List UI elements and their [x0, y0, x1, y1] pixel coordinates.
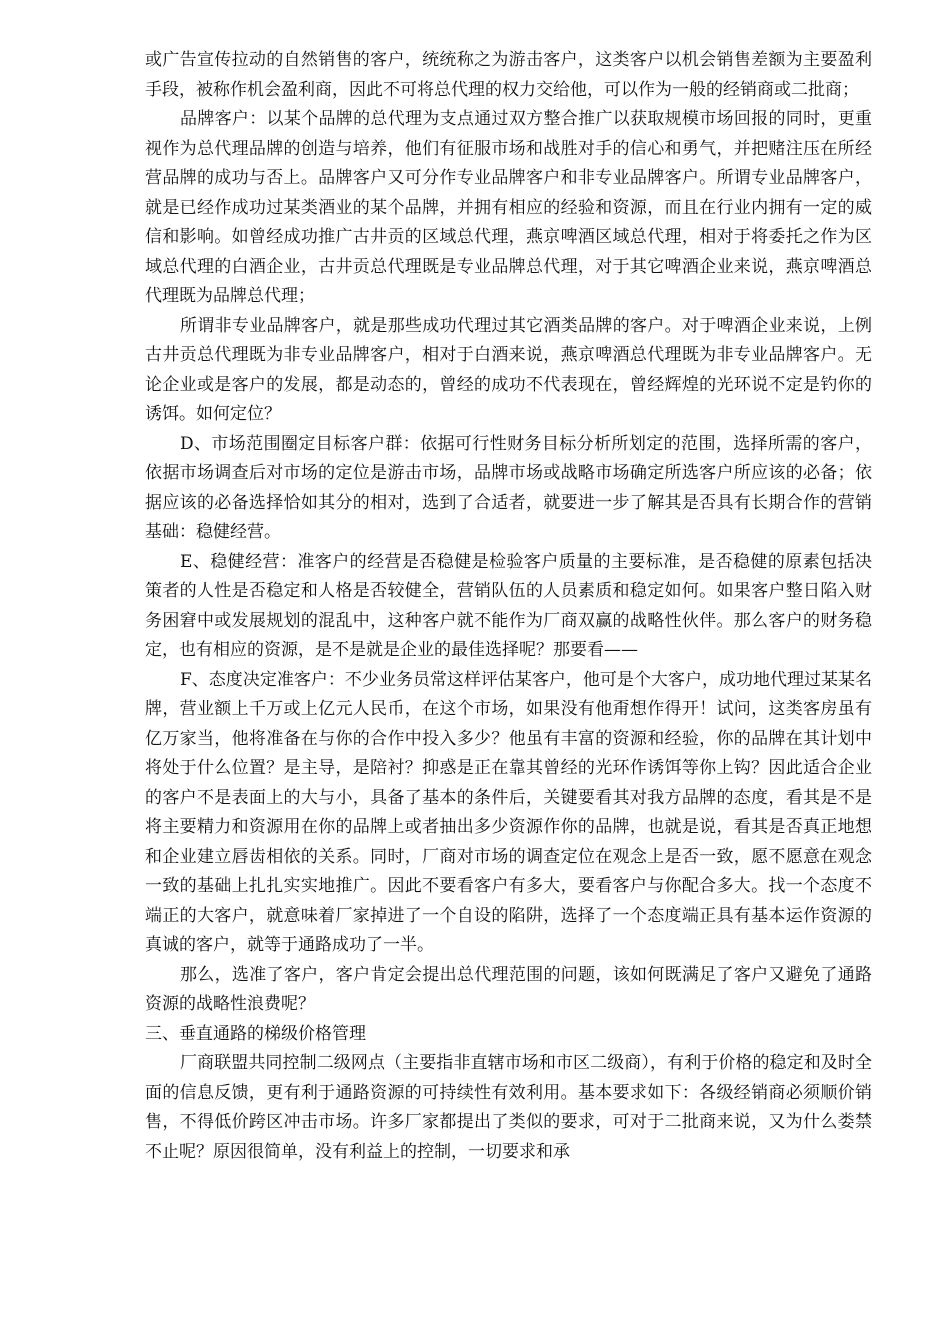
- paragraph-market-scope: D、市场范围圈定目标客户群：依据可行性财务目标分析所划定的范围，选择所需的客户，依据市场调查后对市场的定位是游击市场，品牌市场或战略市场确定所选客户所应该的必备；依据应该的必备选择恰如其分的相对，选到了合适者，就要进一步了解其是否具有长期合作的营销基础：稳健经营。: [145, 433, 872, 542]
- paragraph-price-management: 厂商联盟共同控制二级网点（主要指非直辖市场和市区二级商），有利于价格的稳定和及时全面的信息反馈，更有利于通路资源的可持续性有效利用。基本要求如下：各级经销商必须顺价销售，不得低价跨区冲击市场。许多厂家都提出了类似的要求，可对于二批商来说，又为什么娄禁不止呢？原因很简单，没有利益上的控制，一切要求和承: [145, 1053, 872, 1162]
- paragraph-attitude: F、态度决定准客户：不少业务员常这样评估某客户，他可是个大客户，成功地代理过某某名牌，营业额上千万或上亿元人民币，在这个市场，如果没有他甭想作得开！试问，这类客房虽有亿万家当，他将准备在与你的合作中投入多少？他虽有丰富的资源和经验，你的品牌在其计划中将处于什么位置？是主导，是陪衬？抑惑是正在靠其曾经的光环作诱饵等你上钩？因此适合企业的客户不是表面上的大与小，具备了基本的条件后，关键要看其对我方品牌的态度，看其是不是将主要精力和资源用在你的品牌上或者抽出多少资源作你的品牌，也就是说，看其是否真正地想和企业建立唇齿相依的关系。同时，厂商对市场的调查定位在观念上是否一致，愿不愿意在观念一致的基础上扎扎实实地推广。因此不要看客户有多大，要看客户与你配合多大。找一个态度不端正的大客户，就意味着厂家掉进了一个自设的陷阱，选择了一个态度端正具有基本运作资源的真诚的客户，就等于通路成功了一半。: [145, 669, 872, 955]
- paragraph-non-professional-brand-customers: 所谓非专业品牌客户，就是那些成功代理过其它酒类品牌的客户。对于啤酒企业来说，上例古井贡总代理既为非专业品牌客户，相对于白酒来说，燕京啤酒总代理既为非专业品牌客户。无论企业或是客户的发展，都是动态的，曾经的成功不代表现在，曾经辉煌的光环说不定是钓你的诱饵。如何定位？: [145, 315, 872, 424]
- paragraph-brand-customers: 品牌客户：以某个品牌的总代理为支点通过双方整合推广以获取规模市场回报的同时，更重视作为总代理品牌的创造与培养，他们有征服市场和战胜对手的信心和勇气，并把赌注压在所经营品牌的成功与否上。品牌客户又可分作专业品牌客户和非专业品牌客户。所谓专业品牌客户，就是已经作成功过某类酒业的某个品牌，并拥有相应的经验和资源，而且在行业内拥有一定的威信和影响。如曾经成功推广古井贡的区域总代理，燕京啤酒区域总代理，相对于将委托之作为区域总代理的白酒企业，古井贡总代理既是专业品牌总代理，对于其它啤酒企业来说，燕京啤酒总代理既为品牌总代理；: [145, 109, 872, 306]
- paragraph-guerrilla-customers: 或广告宣传拉动的自然销售的客户，统统称之为游击客户，这类客户以机会销售差额为主要盈利手段，被称作机会盈利商，因此不可将总代理的权力交给他，可以作为一般的经销商或二批商；: [145, 50, 872, 100]
- section-heading: 三、垂直通路的梯级价格管理: [145, 1023, 366, 1044]
- paragraph-stable-operation: E、稳健经营：准客户的经营是否稳健是检验客户质量的主要标准，是否稳健的原素包括决策者的人性是否稳定和人格是否较健全，营销队伍的人员素质和稳定如何。如果客户整日陷入财务困窘中或发展规划的混乱中，这种客户就不能作为厂商双赢的战略性伙伴。那么客户的财务稳定，也有相应的资源，是不是就是企业的最佳选择呢？那要看——: [145, 551, 872, 660]
- document-page: [145, 46, 872, 1167]
- paragraph-selection-question: 那么，选准了客户，客户肯定会提出总代理范围的问题，该如何既满足了客户又避免了通路资源的战略性浪费呢？: [145, 964, 872, 1014]
